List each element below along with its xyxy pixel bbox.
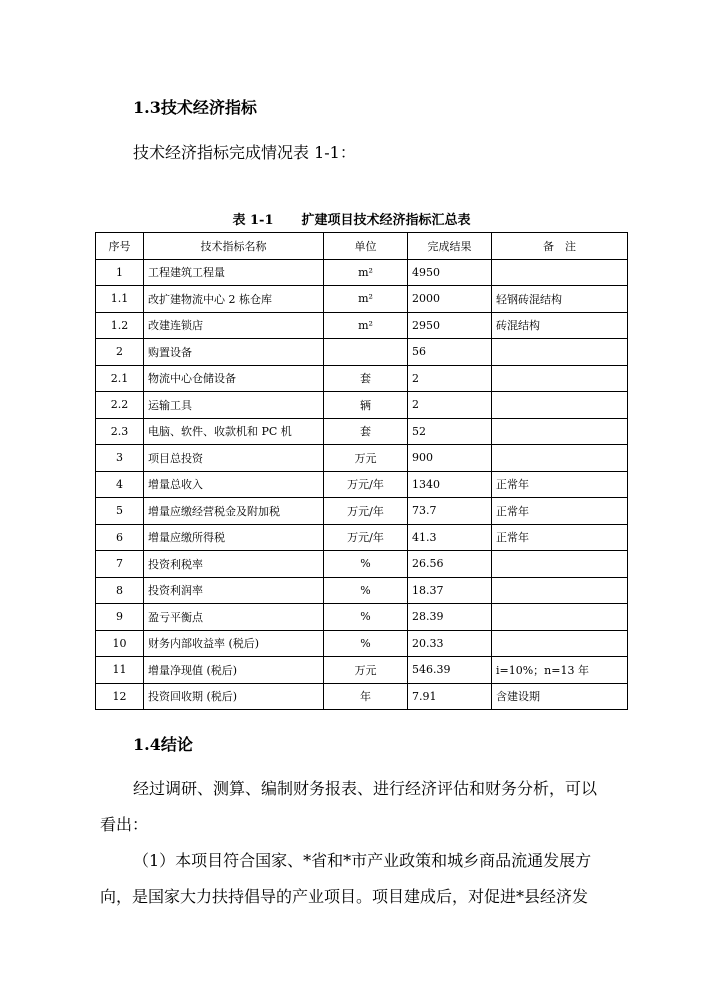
conclusion-paragraph-line: （1）本项目符合国家、*省和*市产业政策和城乡商品流通发展方: [133, 851, 592, 870]
table-cell: 投资回收期 (税后): [144, 683, 324, 710]
table-cell: 41.3: [408, 524, 492, 551]
table-cell: 套: [324, 365, 408, 392]
table-cell: 2000: [408, 286, 492, 313]
table-cell: 正常年: [492, 498, 628, 525]
table-cell: 6: [96, 524, 144, 551]
table-cell: 4950: [408, 259, 492, 286]
table-cell: 1: [96, 259, 144, 286]
table-cell: 56: [408, 339, 492, 366]
table-row: [96, 445, 628, 472]
table-cell: 28.39: [408, 604, 492, 631]
table-cell: 改建连锁店: [144, 312, 324, 339]
table-cell: 正常年: [492, 524, 628, 551]
table-cell: [492, 365, 628, 392]
table-cell: 12: [96, 683, 144, 710]
table-cell: m²: [324, 259, 408, 286]
table-cell: 改扩建物流中心 2 栋仓库: [144, 286, 324, 313]
table-row: [96, 471, 628, 498]
header-cell: 技术指标名称: [144, 233, 324, 260]
table-cell: 万元/年: [324, 498, 408, 525]
table-cell: %: [324, 551, 408, 578]
table-cell: 万元/年: [324, 524, 408, 551]
table-cell: %: [324, 577, 408, 604]
table-cell: [492, 339, 628, 366]
table-cell: m²: [324, 286, 408, 313]
table-row: [96, 259, 628, 286]
table-cell: 电脑、软件、收款机和 PC 机: [144, 418, 324, 445]
table-row: [96, 498, 628, 525]
table-row: [96, 657, 628, 684]
table-cell: 9: [96, 604, 144, 631]
table-cell: 546.39: [408, 657, 492, 684]
table-cell: 项目总投资: [144, 445, 324, 472]
section-title: 技术经济指标: [160, 98, 257, 117]
table-cell: [324, 339, 408, 366]
table-cell: [492, 418, 628, 445]
conclusion-paragraph-line: 向，是国家大力扶持倡导的产业项目。项目建成后，对促进*县经济发: [100, 887, 589, 906]
table-cell: 2: [408, 365, 492, 392]
header-cell: 完成结果: [408, 233, 492, 260]
table-cell: 物流中心仓储设备: [144, 365, 324, 392]
table-intro-text: 技术经济指标完成情况表 1-1：: [133, 143, 356, 162]
table-cell: 万元: [324, 657, 408, 684]
table-cell: 2.2: [96, 392, 144, 419]
table-cell: 1.1: [96, 286, 144, 313]
table-cell: m²: [324, 312, 408, 339]
table-cell: 2: [96, 339, 144, 366]
header-cell: 序号: [96, 233, 144, 260]
table-cell: 财务内部收益率 (税后): [144, 630, 324, 657]
table-cell: 73.7: [408, 498, 492, 525]
table-cell: 年: [324, 683, 408, 710]
table-cell: 辆: [324, 392, 408, 419]
table-header-row: [96, 233, 628, 260]
table-cell: 2: [408, 392, 492, 419]
table-cell: 增量总收入: [144, 471, 324, 498]
table-cell: 盈亏平衡点: [144, 604, 324, 631]
table-cell: 运输工具: [144, 392, 324, 419]
table-cell: 投资利润率: [144, 577, 324, 604]
table-cell: 工程建筑工程量: [144, 259, 324, 286]
table-cell: [492, 577, 628, 604]
table-row: [96, 524, 628, 551]
table-caption-title: 扩建项目技术经济指标汇总表: [301, 213, 471, 228]
table-row: [96, 418, 628, 445]
table-cell: 900: [408, 445, 492, 472]
table-cell: 正常年: [492, 471, 628, 498]
section-number: 1.3: [133, 98, 161, 117]
header-cell: 单位: [324, 233, 408, 260]
section-title: 结论: [160, 735, 193, 754]
table-row: [96, 286, 628, 313]
table-row: [96, 604, 628, 631]
table-cell: 3: [96, 445, 144, 472]
table-cell: 26.56: [408, 551, 492, 578]
table-cell: [492, 392, 628, 419]
table-row: [96, 312, 628, 339]
table-cell: 2.3: [96, 418, 144, 445]
indicator-table: [95, 232, 628, 710]
table-cell: [492, 551, 628, 578]
table-cell: 1.2: [96, 312, 144, 339]
table-cell: 增量净现值 (税后): [144, 657, 324, 684]
table-cell: [492, 604, 628, 631]
table-cell: 套: [324, 418, 408, 445]
section-heading-1-4: [133, 732, 193, 755]
table-caption: [0, 209, 703, 228]
table-cell: 10: [96, 630, 144, 657]
table-cell: 5: [96, 498, 144, 525]
table-row: [96, 392, 628, 419]
table-cell: 2950: [408, 312, 492, 339]
table-row: [96, 630, 628, 657]
table-cell: 万元: [324, 445, 408, 472]
table-cell: 18.37: [408, 577, 492, 604]
table-cell: 购置设备: [144, 339, 324, 366]
table-cell: %: [324, 604, 408, 631]
table-row: [96, 365, 628, 392]
table-cell: i=10%；n=13 年: [492, 657, 628, 684]
conclusion-paragraph-line: 看出：: [100, 815, 149, 834]
table-cell: %: [324, 630, 408, 657]
section-heading-1-3: [133, 95, 257, 118]
table-cell: 轻钢砖混结构: [492, 286, 628, 313]
table-cell: [492, 445, 628, 472]
table-row: [96, 577, 628, 604]
table-cell: 20.33: [408, 630, 492, 657]
table-cell: 增量应缴所得税: [144, 524, 324, 551]
table-cell: 7: [96, 551, 144, 578]
table-cell: 投资利税率: [144, 551, 324, 578]
table-cell: 4: [96, 471, 144, 498]
table-caption-number: 表 1-1: [232, 213, 274, 228]
table-cell: 万元/年: [324, 471, 408, 498]
section-number: 1.4: [133, 735, 161, 754]
table-row: [96, 683, 628, 710]
header-cell: 备 注: [492, 233, 628, 260]
table-row: [96, 339, 628, 366]
table-cell: 52: [408, 418, 492, 445]
table-cell: 1340: [408, 471, 492, 498]
table-cell: 8: [96, 577, 144, 604]
table-cell: [492, 630, 628, 657]
table-cell: 11: [96, 657, 144, 684]
table-row: [96, 551, 628, 578]
table-cell: 砖混结构: [492, 312, 628, 339]
table-cell: 2.1: [96, 365, 144, 392]
conclusion-paragraph-line: 经过调研、测算、编制财务报表、进行经济评估和财务分析，可以: [133, 779, 598, 798]
table-cell: 7.91: [408, 683, 492, 710]
table-cell: 含建设期: [492, 683, 628, 710]
table-cell: [492, 259, 628, 286]
table-cell: 增量应缴经营税金及附加税: [144, 498, 324, 525]
